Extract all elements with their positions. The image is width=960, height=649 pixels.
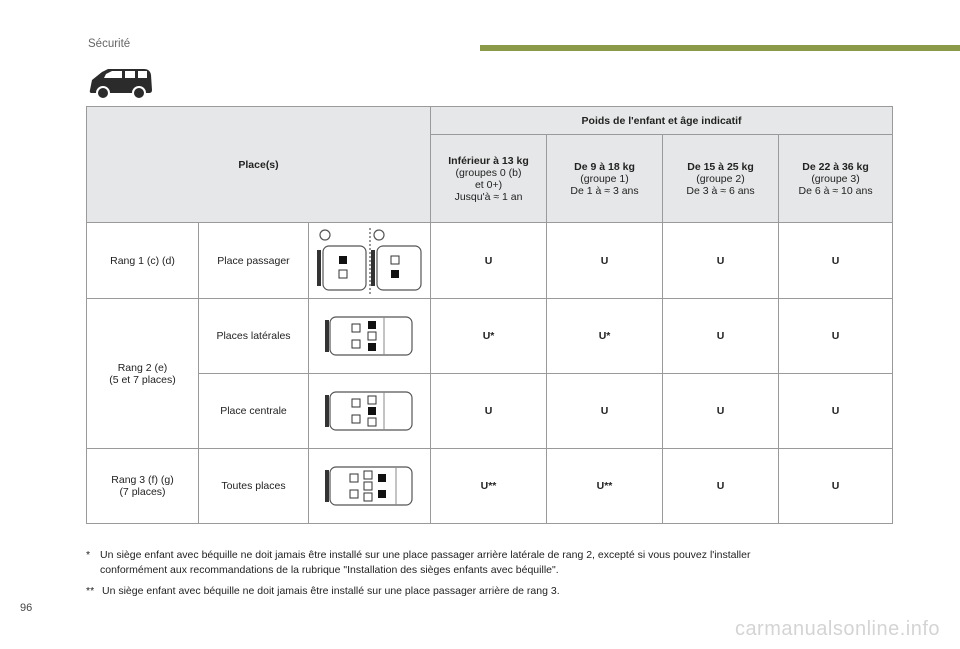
row-place: Toutes places — [199, 449, 309, 524]
cell-value: U — [663, 449, 779, 524]
row-place: Places latérales — [199, 299, 309, 374]
header-weight-1 — [547, 135, 663, 223]
cell-value: U — [779, 223, 893, 299]
header-weight-0-line3: Jusqu'à ≈ 1 an — [454, 190, 523, 203]
row-rank-line1: Rang 2 (e) — [117, 361, 168, 374]
row-rank: Rang 1 (c) (d) — [87, 223, 199, 299]
header-weight-2-line1: (groupe 2) — [696, 172, 745, 185]
header-weight-1-title: De 9 à 18 kg — [574, 160, 635, 173]
seat-diagram-cell — [309, 449, 431, 524]
header-weight-3-title: De 22 à 36 kg — [802, 160, 869, 173]
seat-diagram-front-icon — [313, 226, 427, 296]
footnote-1-line2: conformément aux recommandations de la rubrique "Installation des sièges enfants avec béquille". — [100, 564, 559, 576]
footnote-2-text: Un siège enfant avec béquille ne doit jamais être installé sur une place passager arrière de rang 3. — [102, 585, 560, 597]
footnote-1-mark: * — [86, 549, 91, 561]
seat-diagram-cell — [309, 374, 431, 449]
cell-value: U — [779, 374, 893, 449]
table-row — [87, 223, 893, 299]
header-weight-group: Poids de l'enfant et âge indicatif — [431, 107, 893, 135]
cell-value: U — [779, 299, 893, 374]
cell-value: U — [547, 374, 663, 449]
header-weight-3-line1: (groupe 3) — [811, 172, 860, 185]
header-weight-0-line2: et 0+) — [474, 178, 503, 191]
row-place: Place passager — [199, 223, 309, 299]
seat-diagram-third-row-icon — [324, 464, 416, 508]
header-weight-3 — [779, 135, 893, 223]
cell-value: U — [663, 223, 779, 299]
header-weight-2 — [663, 135, 779, 223]
section-title: Sécurité — [88, 38, 131, 50]
table-row — [87, 299, 893, 374]
cell-value: U — [431, 374, 547, 449]
header-weight-0-line1: (groupes 0 (b) — [455, 166, 522, 179]
seat-diagram-cell — [309, 223, 431, 299]
footnote-1-line1: Un siège enfant avec béquille ne doit jamais être installé sur une place passager arrière latérale de rang 2, excepté si vous pouvez l'installer — [100, 549, 751, 561]
cell-value: U* — [431, 299, 547, 374]
row-place: Place centrale — [199, 374, 309, 449]
row-rank — [87, 299, 199, 449]
cell-value: U — [663, 374, 779, 449]
page-number: 96 — [20, 602, 33, 614]
header-weight-2-line2: De 3 à ≈ 6 ans — [686, 184, 755, 197]
header-place: Place(s) — [87, 107, 431, 223]
seat-diagram-rear-side-icon — [324, 314, 416, 358]
header-weight-3-line2: De 6 à ≈ 10 ans — [798, 184, 873, 197]
row-rank-line1: Rang 3 (f) (g) — [111, 474, 174, 486]
row-rank-line2: (5 et 7 places) — [109, 373, 176, 386]
table-row — [87, 449, 893, 524]
header-weight-1-line2: De 1 à ≈ 3 ans — [570, 184, 639, 197]
footnote-2-mark: ** — [86, 585, 95, 597]
header-weight-2-title: De 15 à 25 kg — [687, 160, 754, 173]
seat-diagram-rear-center-icon — [324, 389, 416, 433]
cell-value: U** — [547, 449, 663, 524]
row-rank-line2: (7 places) — [119, 486, 166, 498]
section-bar — [480, 45, 960, 51]
cell-value: U — [663, 299, 779, 374]
watermark: carmanualsonline.info — [734, 618, 940, 640]
cell-value: U** — [431, 449, 547, 524]
header-weight-0-title: Inférieur à 13 kg — [448, 154, 529, 167]
seat-compatibility-table — [86, 106, 893, 524]
seat-diagram-cell — [309, 299, 431, 374]
footnote-1 — [86, 548, 750, 578]
cell-value: U — [431, 223, 547, 299]
cell-value: U* — [547, 299, 663, 374]
header-weight-0 — [431, 135, 547, 223]
cell-value: U — [779, 449, 893, 524]
header-weight-1-line1: (groupe 1) — [580, 172, 629, 185]
cell-value: U — [547, 223, 663, 299]
van-icon — [86, 66, 154, 100]
footnote-2 — [86, 584, 560, 599]
table-row — [87, 374, 893, 449]
row-rank — [87, 449, 199, 524]
